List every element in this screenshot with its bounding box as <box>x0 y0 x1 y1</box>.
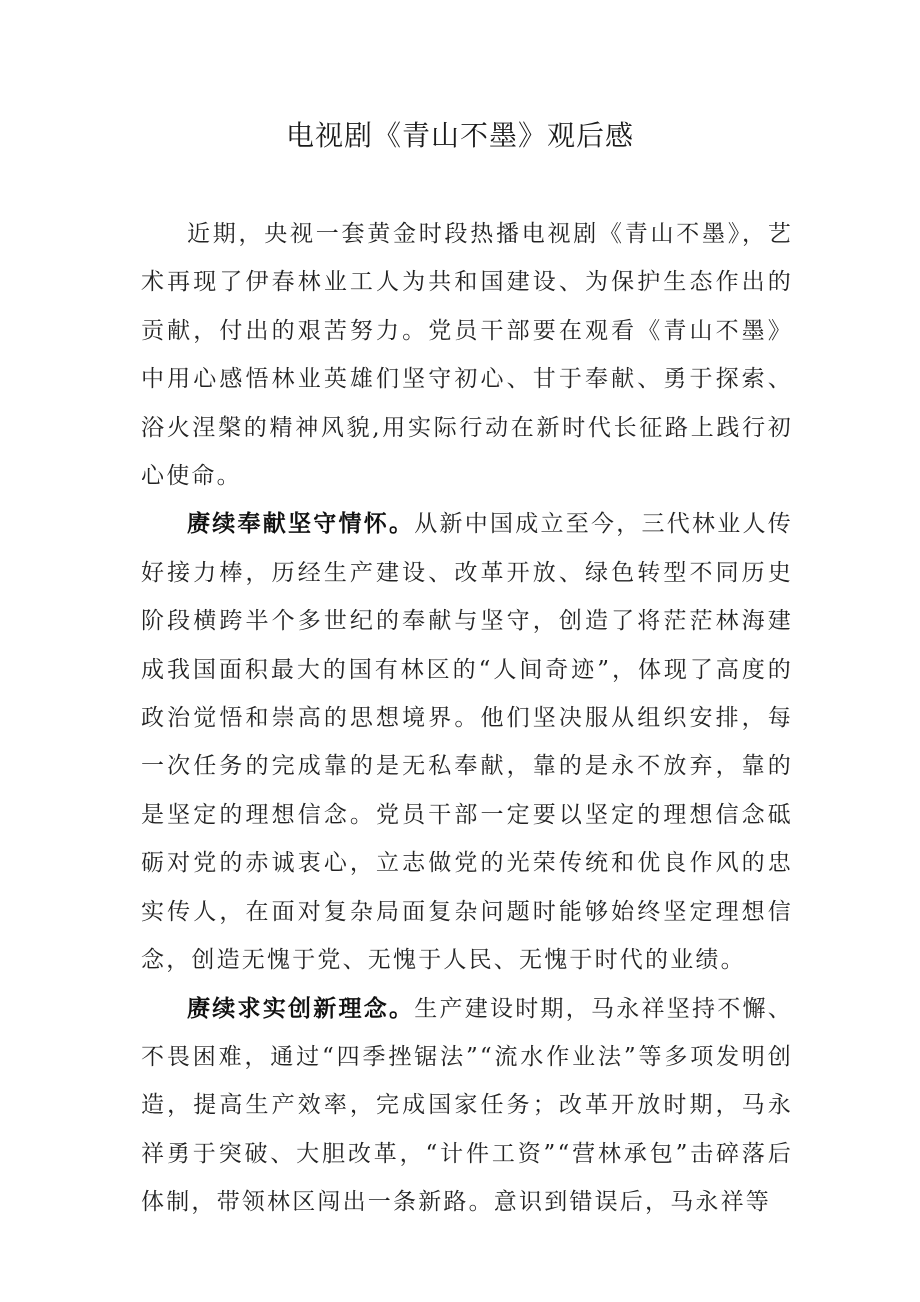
paragraph-text: 生产建设时期，马永祥坚持不懈、不畏困难，通过“四季挫锯法”“流水作业法”等多项发明创造，提高生产效率，完成国家任务；改革开放时期，马永祥勇于突破、大胆改革，“计件工资”“营林承包”击碎落后体制，带领林区闯出一条新路。意识到错误后，马永祥等 <box>141 995 793 1216</box>
paragraph-text: 从新中国成立至今，三代林业人传好接力棒，历经生产建设、改革开放、绿色转型不同历史阶段横跨半个多世纪的奉献与坚守，创造了将茫茫林海建成我国面积最大的国有林区的“人间奇迹”，体现了高度的政治觉悟和崇高的思想境界。他们坚决服从组织安排，每一次任务的完成靠的是无私奉献，靠的是永不放弃，靠的是坚定的理想信念。党员干部一定要以坚定的理想信念砥砺对党的赤诚衷心，立志做党的光荣传统和优良作风的忠实传人，在面对复杂局面复杂问题时能够始终坚定理想信念，创造无愧于党、无愧于人民、无愧于时代的业绩。 <box>141 511 793 974</box>
paragraph-lead: 赓续奉献坚守情怀。 <box>187 510 415 538</box>
paragraph-dedication <box>141 500 793 984</box>
paragraph-text: 近期，央视一套黄金时段热播电视剧《青山不墨》，艺术再现了伊春林业工人为共和国建设、为保护生态作出的贡献，付出的艰苦努力。党员干部要在观看《青山不墨》中用心感悟林业英雄们坚守初心、甘于奉献、勇于探索、浴火涅槃的精神风貌,用实际行动在新时代长征路上践行初心使命。 <box>141 221 793 490</box>
document-title: 电视剧《青山不墨》观后感 <box>285 119 634 152</box>
document-body <box>141 210 793 1227</box>
paragraph-lead: 赓续求实创新理念。 <box>187 994 415 1022</box>
paragraph-innovation <box>141 985 793 1227</box>
paragraph-intro <box>141 210 793 500</box>
